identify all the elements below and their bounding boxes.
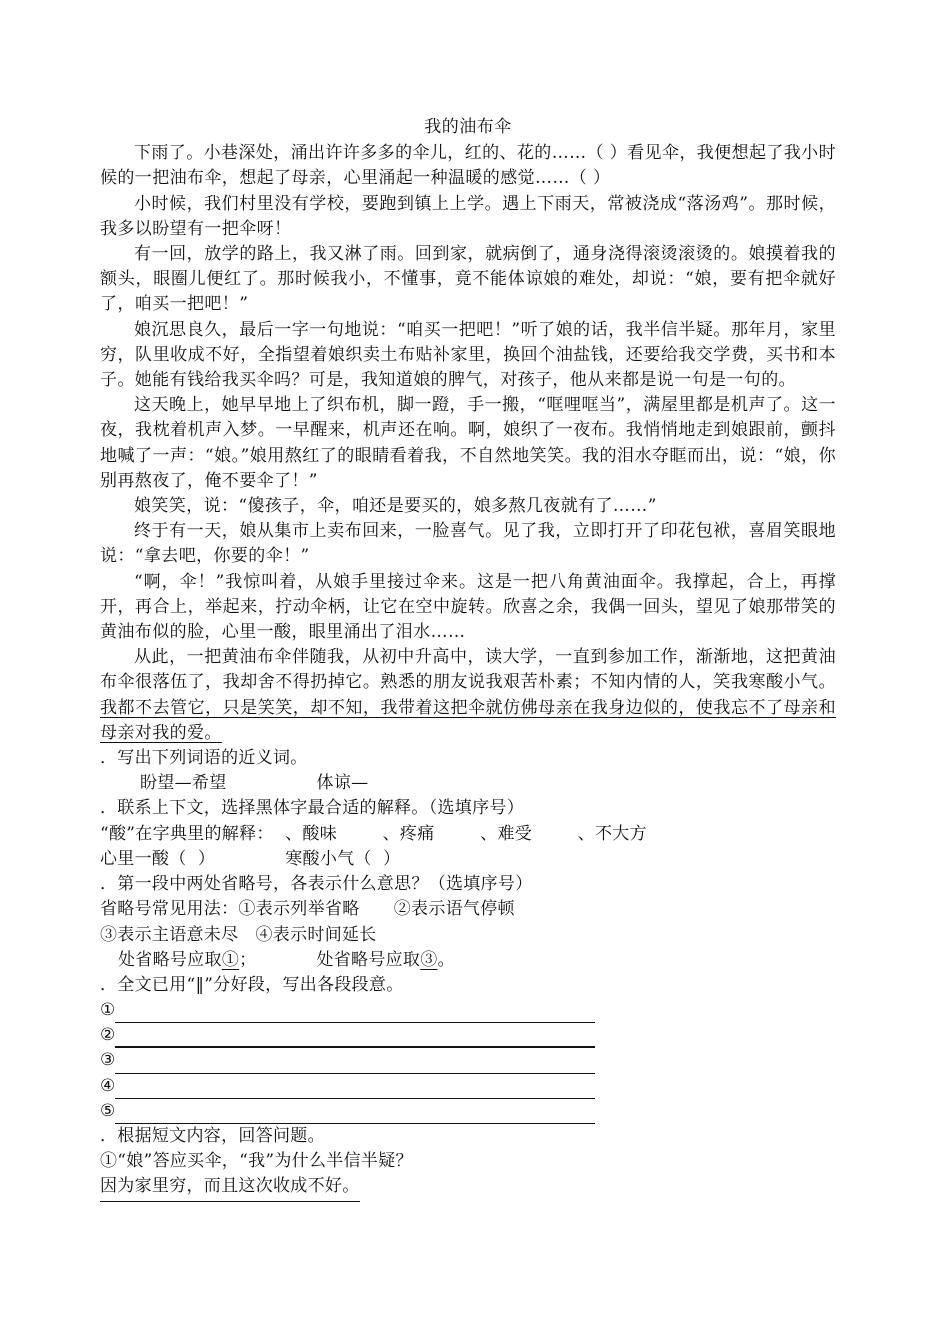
blank-rule xyxy=(115,1080,595,1099)
paragraph-1: 下雨了。小巷深处，涌出许许多多的伞儿，红的、花的……（ ）看见伞，我便想起了我小时候的一把油布伞，想起了母亲，心里涌起一种温暖的感觉……（ ） xyxy=(100,143,836,189)
paragraph-6: 娘笑笑，说：“傻孩子，伞，咱还是要买的，娘多熬几夜就有了……” xyxy=(134,496,657,517)
blank-rule xyxy=(115,1055,595,1074)
question-1-words xyxy=(100,771,836,796)
question-2-items xyxy=(100,847,836,872)
paragraph-5: 这天晚上，她早早地上了织布机，脚一蹬，手一搬，“哐哩哐当”，满屋里都是机声了。这一夜，我枕着机声入梦。一早醒来，机声还在响。啊，娘织了一夜布。我悄悄地走到娘跟前，颤抖地喊了一声：“娘。”娘用熬红了的眼睛看着我，不自然地笑笑。我的泪水夺眶而出，说：“娘，你别再熬夜了，俺不要伞了！” xyxy=(100,395,836,491)
question-5-sub-1: ①“娘”答应买伞，“我”为什么半信半疑？ xyxy=(100,1151,413,1172)
line-marker-2: ② xyxy=(100,1025,116,1046)
question-3-answer-b-prefix: 处省略号应取 xyxy=(316,949,421,970)
line-marker-5: ⑤ xyxy=(100,1100,116,1121)
question-2-prompt: ．联系上下文，选择黑体字最合适的解释。（选填序号） xyxy=(100,798,524,819)
line-marker-1: ① xyxy=(100,1000,116,1021)
paragraph-4: 娘沉思良久，最后一字一句地说：“咱买一把吧！”听了娘的话，我半信半疑。那年月，家里穷，队里收成不好，全指望着娘织卖土布贴补家里，换回个油盐钱，还要给我交学费，买书和本子。她能有钱给我买伞吗？可是，我知道娘的脾气，对孩子，他从来都是说一句是一句的。 xyxy=(100,319,836,391)
paragraph-9-text: 从此，一把黄油布伞伴随我，从初中升高中，读大学，一直到参加工作，渐渐地，这把黄油布伞很落伍了，我却舍不得扔掉它。熟悉的朋友说我艰苦朴素；不知内情的人，笑我寒酸小气。 xyxy=(100,647,836,693)
question-3-answer-b-suffix: 。 xyxy=(437,949,455,970)
answer-line-4[interactable] xyxy=(100,1074,836,1099)
paragraph-9 xyxy=(100,645,836,746)
question-3-usage-a: 省略号常见用法：①表示列举省略 ②表示语气停顿 xyxy=(100,899,515,920)
question-3-answer-b: ③ xyxy=(420,949,438,970)
document-page xyxy=(100,115,836,1202)
question-2-definitions: “酸”在字典里的解释： 、酸味 、疼痛 、难受 、不大方 xyxy=(100,823,647,844)
question-3-answer-a-prefix: 处省略号应取 xyxy=(118,949,222,970)
question-5-answer-row xyxy=(100,1174,836,1201)
question-3-usage-b: ③表示主语意未尽 ④表示时间延长 xyxy=(100,924,377,945)
question-3-answer-a-suffix: ； xyxy=(239,949,257,970)
answer-line-3[interactable] xyxy=(100,1048,836,1073)
answer-line-2[interactable] xyxy=(100,1023,836,1048)
line-marker-3: ③ xyxy=(100,1050,116,1071)
question-5-prompt: ．根据短文内容，回答问题。 xyxy=(100,1126,325,1147)
question-5-answer-1: 因为家里穷，而且这次收成不好。 xyxy=(100,1174,360,1201)
blank-rule xyxy=(115,1028,595,1048)
blank-rule xyxy=(115,1105,595,1124)
question-3-answer-a: ① xyxy=(221,949,240,970)
synonym-pair-1: 盼望—希望 xyxy=(140,773,227,794)
question-1-prompt: ．写出下列词语的近义词。 xyxy=(100,748,308,769)
question-2-item-2: 寒酸小气（ ） xyxy=(285,848,401,869)
blank-rule xyxy=(115,1004,595,1023)
paragraph-2: 小时候，我们村里没有学校，要跑到镇上上学。遇上下雨天，常被浇成“落汤鸡”。那时候，我多以盼望有一把伞呀！ xyxy=(100,193,836,239)
underlined-sentence: 我都不去管它，只是笑笑，却不知，我带着这把伞就仿佛母亲在我身边似的，使我忘不了母亲和母亲对我的爱。 xyxy=(100,697,836,743)
paragraph-8: “啊，伞！”我惊叫着，从娘手里接过伞来。这是一把八角黄油面伞。我撑起，合上，再撑开，再合上，举起来，拧动伞柄，让它在空中旋转。欣喜之余，我偶一回头，望见了娘那带笑的黄油布似的脸，心里一酸，眼里涌出了泪水…… xyxy=(100,571,836,643)
line-marker-4: ④ xyxy=(100,1075,116,1096)
question-2-item-1: 心里一酸（ ） xyxy=(100,848,216,869)
paragraph-7: 终于有一天，娘从集市上卖布回来，一脸喜气。见了我，立即打开了印花包袱，喜眉笑眼地说：“拿去吧，你要的伞！” xyxy=(100,521,836,567)
question-3-answers xyxy=(100,948,836,973)
answer-line-5[interactable] xyxy=(100,1099,836,1124)
question-3-prompt: ．第一段中两处省略号，各表示什么意思？（选填序号） xyxy=(100,874,533,895)
question-4-prompt: ．全文已用“‖”分好段，写出各段段意。 xyxy=(100,974,404,995)
document-title: 我的油布伞 xyxy=(424,117,512,137)
answer-line-1[interactable] xyxy=(100,998,836,1023)
synonym-pair-2: 体谅— xyxy=(316,773,369,794)
paragraph-3: 有一回，放学的路上，我又淋了雨。回到家，就病倒了，通身浇得滚烫滚烫的。娘摸着我的额头，眼圈儿便红了。那时候我小，不懂事，竟不能体谅娘的难处，却说：“娘，要有把伞就好了，咱买一把吧！” xyxy=(100,244,836,315)
